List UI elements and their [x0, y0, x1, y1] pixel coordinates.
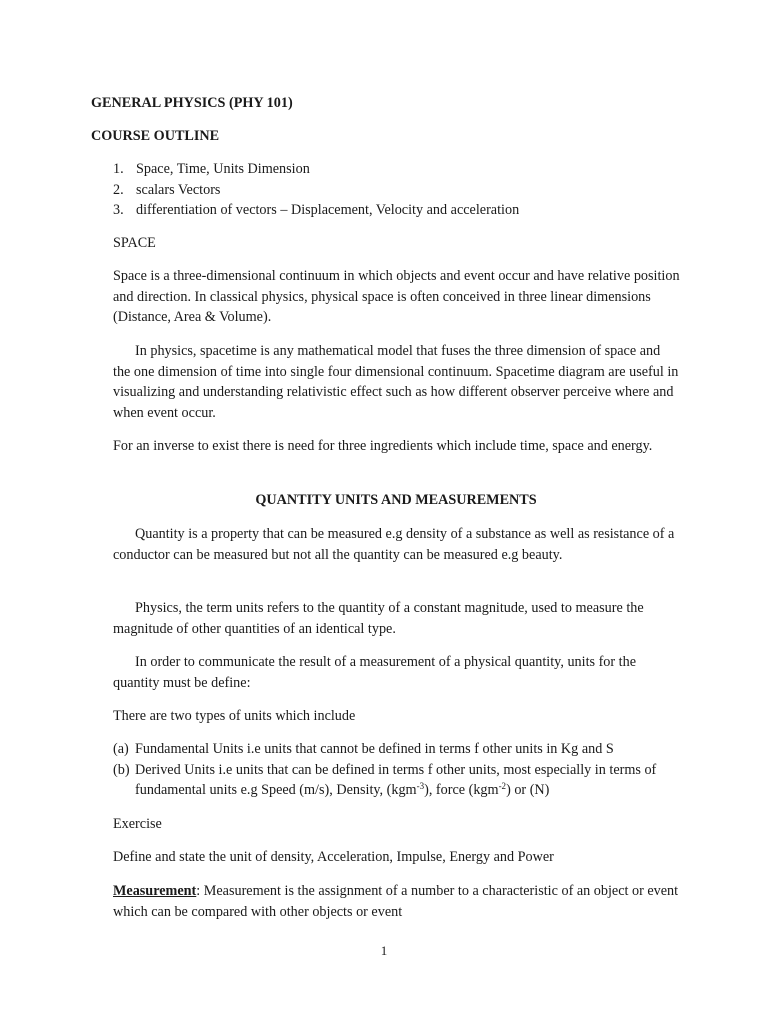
outline-item — [113, 159, 693, 180]
outline-item-number: 2. — [113, 181, 124, 198]
derived-units-text-part: ), force (kgm — [424, 782, 499, 798]
derived-units-text — [135, 760, 683, 801]
course-title: GENERAL PHYSICS (PHY 101) — [91, 95, 293, 111]
unit-types-intro: There are two types of units which include — [113, 708, 356, 724]
outline-item — [113, 180, 693, 201]
space-paragraph: Space is a three-dimensional continuum in which objects and event occur and have relative position and direction. In classical physics, physical space is often conceived in three linear dimensions (Distance, Area & Volume). — [113, 268, 680, 325]
fundamental-units-text: Fundamental Units i.e units that cannot be defined in terms f other units in Kg and S — [135, 741, 614, 757]
derived-units-text-part: ) or (N) — [506, 782, 550, 798]
spacetime-paragraph: In physics, spacetime is any mathematical model that fuses the three dimension of space and the one dimension of time into single four dimensional continuum. Spacetime diagram are useful in visualizing and understanding relativistic effect such as how different observer perceive where and when event occur. — [113, 343, 679, 421]
course-outline-list — [113, 159, 693, 221]
density-exponent: -3 — [416, 781, 425, 791]
outline-item-number: 1. — [113, 161, 124, 177]
communicate-paragraph: In order to communicate the result of a measurement of a physical quantity, units for the quantity must be define: — [113, 654, 637, 691]
outline-item-text: scalars Vectors — [136, 181, 221, 198]
exercise-heading: Exercise — [113, 816, 162, 832]
space-heading: SPACE — [113, 235, 156, 251]
unit-type-label: (a) — [113, 741, 129, 757]
outline-heading: COURSE OUTLINE — [91, 128, 220, 144]
unit-types-list — [113, 739, 683, 801]
quantity-paragraph: Quantity is a property that can be measured e.g density of a substance as well as resistance of a conductor can be measured but not all the quantity can be measured e.g beauty. — [113, 526, 675, 563]
inverse-paragraph: For an inverse to exist there is need for three ingredients which include time, space and energy. — [113, 438, 653, 454]
outline-item — [113, 200, 693, 221]
derived-units-text-part: Derived Units i.e units that can be defined in terms f other units, most especially in terms of fundamental units e.g Speed (m/s), Density, (kgm — [135, 761, 657, 798]
unit-type-label: (b) — [113, 761, 130, 778]
exercise-text: Define and state the unit of density, Acceleration, Impulse, Energy and Power — [113, 849, 554, 865]
units-paragraph: Physics, the term units refers to the quantity of a constant magnitude, used to measure the magnitude of other quantities of an identical type. — [113, 600, 644, 637]
measurement-paragraph — [113, 881, 681, 922]
quantity-heading: QUANTITY UNITS AND MEASUREMENTS — [255, 492, 537, 508]
outline-item-text: Space, Time, Units Dimension — [136, 161, 310, 177]
measurement-term: Measurement — [113, 883, 197, 899]
outline-item-number: 3. — [113, 202, 124, 218]
unit-type-item — [113, 760, 683, 801]
measurement-definition: : Measurement is the assignment of a number to a characteristic of an object or event which can be compared with other objects or event — [113, 883, 679, 920]
unit-type-item — [113, 739, 683, 760]
outline-item-text: differentiation of vectors – Displacement, Velocity and acceleration — [136, 202, 520, 218]
page-number: 1 — [380, 943, 388, 958]
force-exponent: -2 — [498, 781, 507, 791]
